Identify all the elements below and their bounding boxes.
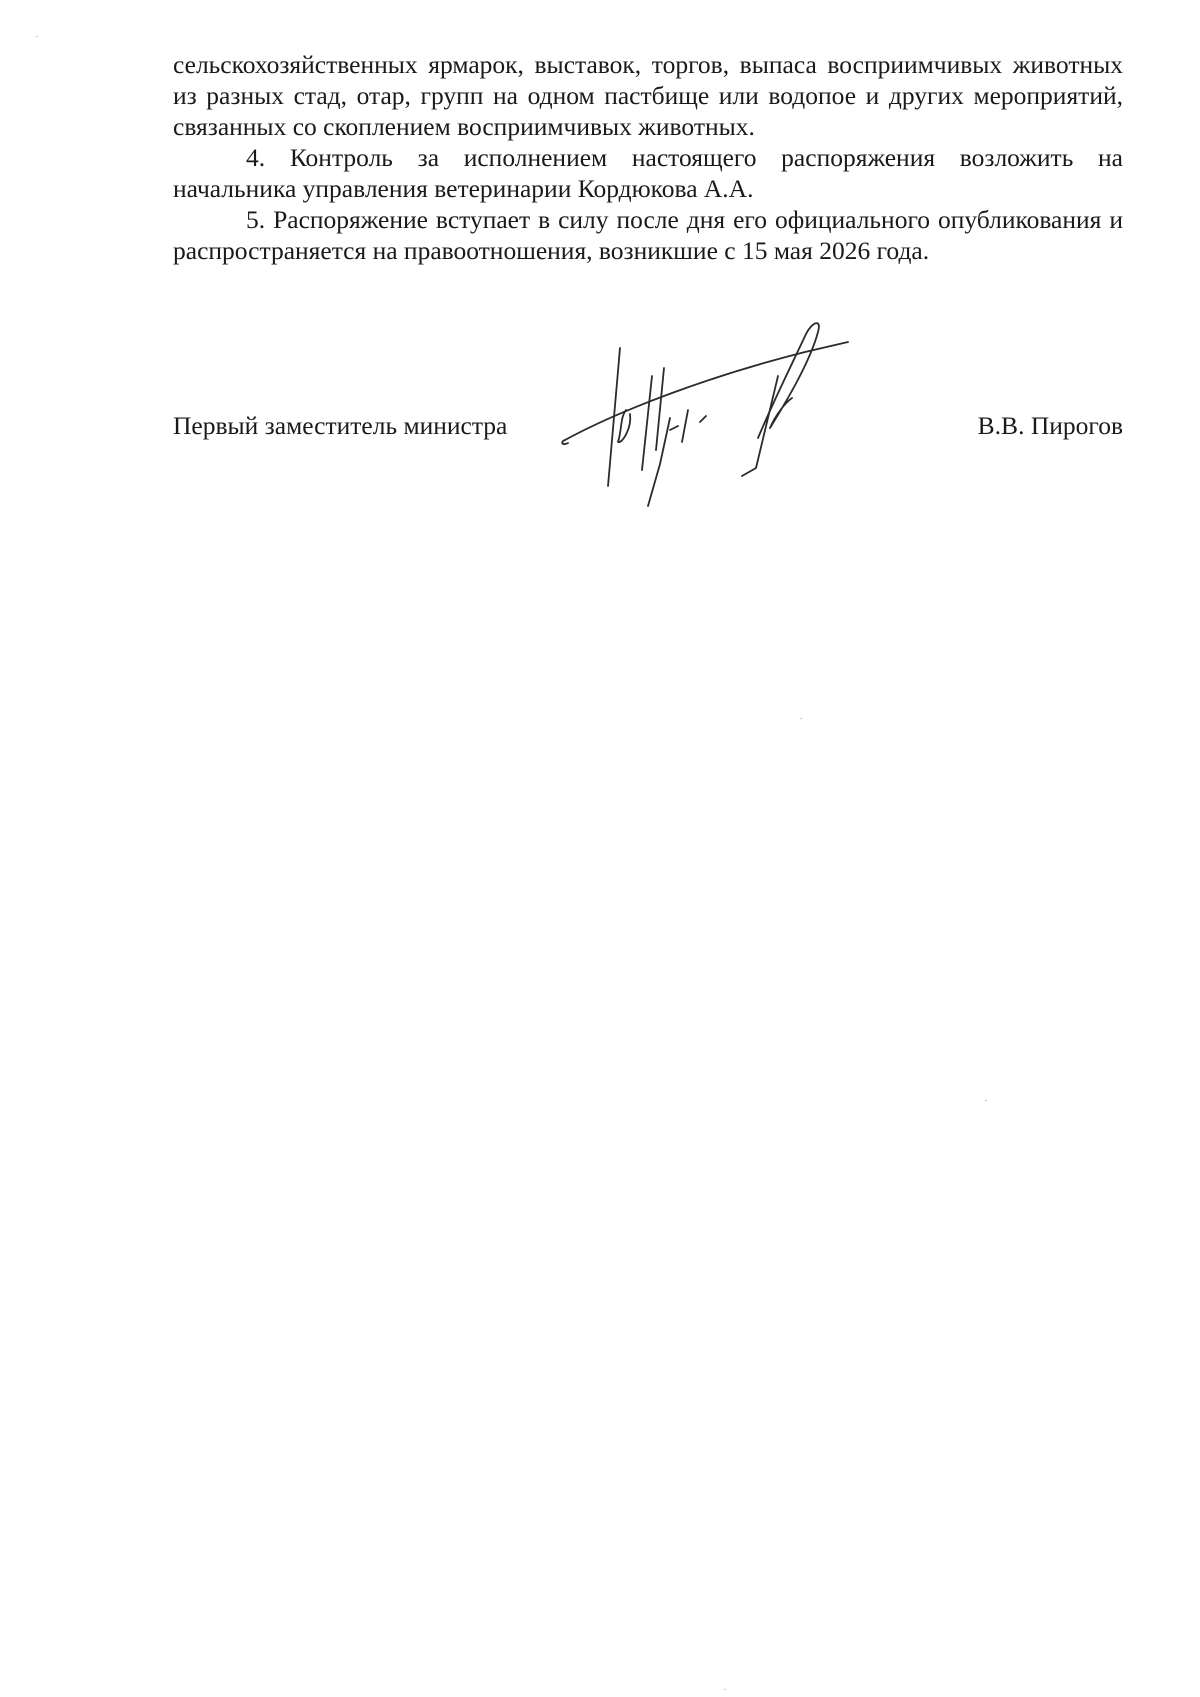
paragraph-item-4: 4. Контроль за исполнением настоящего распоряжения возложить на начальника управления ветеринарии Кордюкова А.А. <box>173 143 1123 203</box>
scan-speck <box>985 1100 987 1101</box>
document-body <box>173 49 1123 266</box>
paragraph-continuation: сельскохозяйственных ярмарок, выставок, торгов, выпаса восприимчивых животных из разных стад, отар, групп на одном пастбище или водопое и других мероприятий, связанных со скоплением восприимчивых животных. <box>173 50 1123 141</box>
signatory-position: Первый заместитель министра <box>173 411 508 440</box>
signatory-name: В.В. Пирогов <box>977 411 1123 440</box>
scan-speck <box>724 1689 726 1690</box>
paragraph-item-5: 5. Распоряжение вступает в силу после дня его официального опубликования и распространяется на правоотношения, возникшие с 15 мая 2026 года. <box>173 205 1123 265</box>
scan-speck <box>36 36 38 37</box>
signature-block <box>173 410 1123 450</box>
scan-speck <box>800 718 802 719</box>
